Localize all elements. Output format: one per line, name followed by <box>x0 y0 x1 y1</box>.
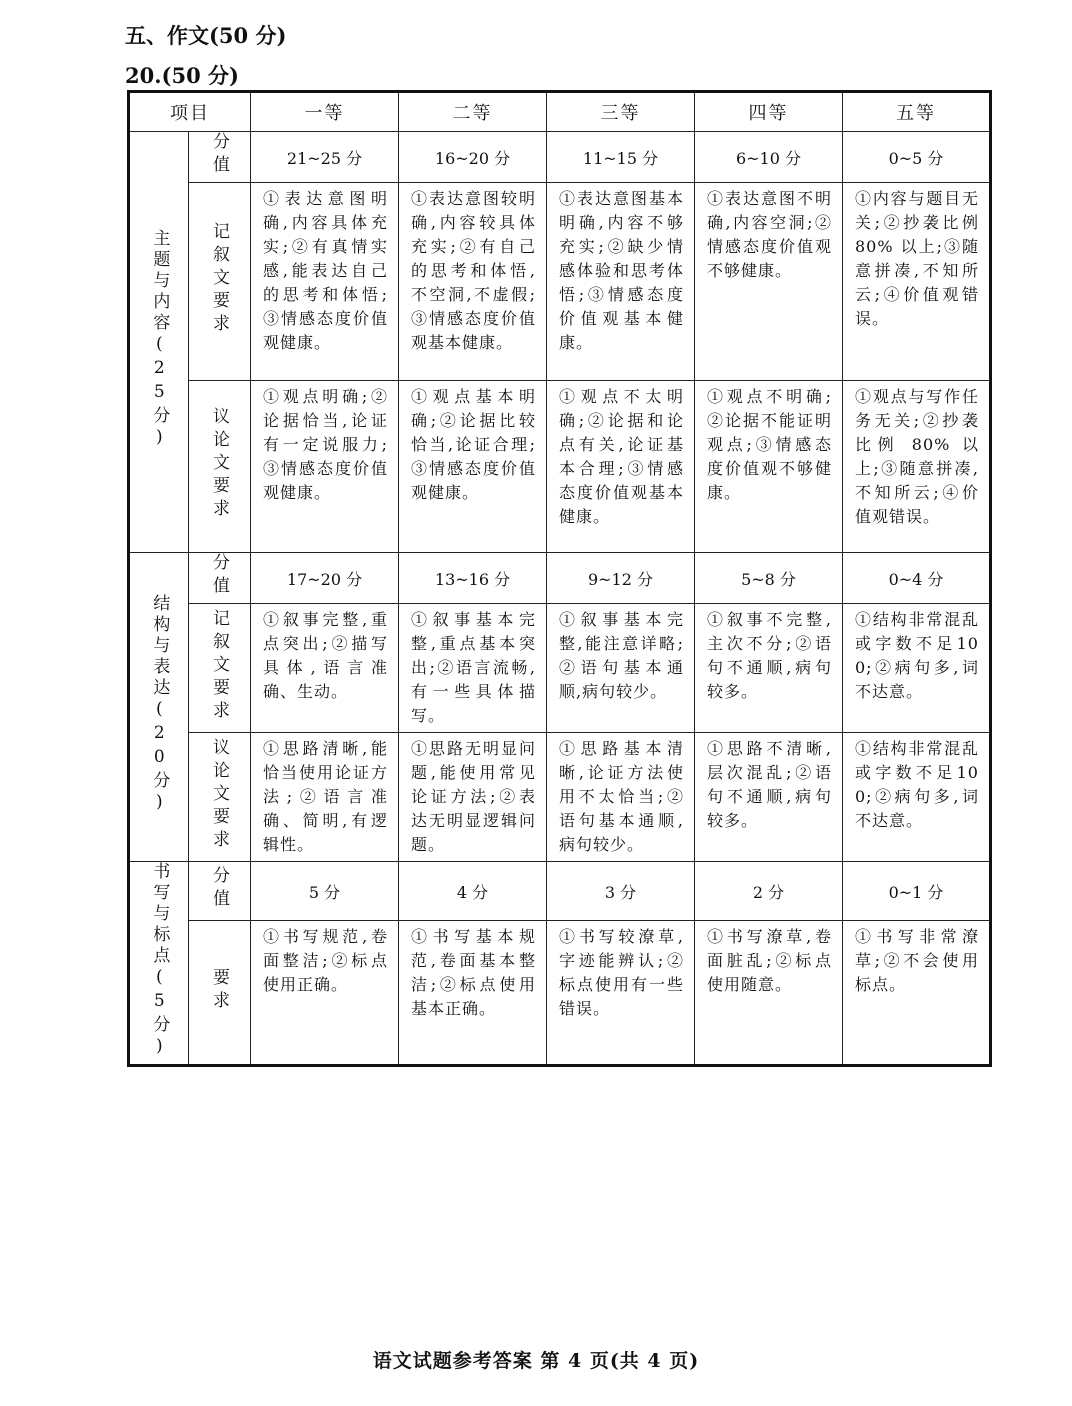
criteria-cell <box>843 921 991 1066</box>
criteria-text: ①思路清晰,能恰当使用论证方法;②语言准确、简明,有逻辑性。 <box>263 739 388 854</box>
score-row <box>129 132 991 183</box>
grade-header: 一等 <box>251 92 399 132</box>
criteria-text: ①叙事基本完整,能注意详略;②语句基本通顺,病句较少。 <box>559 610 684 701</box>
score-range: 2 分 <box>695 862 843 921</box>
score-range: 4 分 <box>399 862 547 921</box>
row-label <box>189 381 251 553</box>
criteria-row <box>129 183 991 381</box>
criteria-cell <box>399 183 547 381</box>
score-range: 6~10 分 <box>695 132 843 183</box>
score-range: 3 分 <box>547 862 695 921</box>
score-range: 0~5 分 <box>843 132 991 183</box>
criteria-text: ①思路不清晰,层次混乱;②语句不通顺,病句较多。 <box>707 739 832 830</box>
criteria-cell <box>547 183 695 381</box>
criteria-text: ①结构非常混乱或字数不足100;②病句多,词不达意。 <box>855 610 979 701</box>
criteria-cell <box>251 183 399 381</box>
criteria-cell <box>399 604 547 733</box>
row-label-text: 要求 <box>209 967 229 1014</box>
corner-label: 项目 <box>129 92 251 132</box>
criteria-text: ①结构非常混乱或字数不足100;②病句多,词不达意。 <box>855 739 979 830</box>
criteria-cell <box>251 733 399 862</box>
row-label-text: 记叙文要求 <box>209 608 229 724</box>
row-label-text: 议论文要求 <box>209 737 229 853</box>
score-label-text: 分值 <box>209 553 229 599</box>
score-range: 0~1 分 <box>843 862 991 921</box>
criteria-cell <box>695 604 843 733</box>
section-name: 主题与内容(25分) <box>149 229 170 451</box>
criteria-cell <box>399 381 547 553</box>
score-range: 9~12 分 <box>547 553 695 604</box>
criteria-cell <box>399 921 547 1066</box>
criteria-cell <box>843 381 991 553</box>
criteria-text: ①表达意图基本明确,内容不够充实;②缺少情感体验和思考体悟;③情感态度价值观基本健康。 <box>559 189 684 352</box>
page-footer: 语文试题参考答案 第 4 页(共 4 页) <box>372 1350 700 1372</box>
header-row <box>129 92 991 132</box>
criteria-text: ①书写基本规范,卷面基本整洁;②标点使用基本正确。 <box>411 927 536 1019</box>
scoring-rubric-table <box>127 90 992 1067</box>
criteria-row <box>129 381 991 553</box>
section-label <box>129 862 189 1066</box>
criteria-text: ①叙事不完整,主次不分;②语句不通顺,病句较多。 <box>707 610 832 701</box>
criteria-text: ①思路基本清晰,论证方法使用不太恰当;②语句基本通顺,病句较少。 <box>559 739 684 854</box>
section-heading: 五、作文(50 分) <box>125 23 287 48</box>
section-name: 书写与标点(5分) <box>149 862 170 1060</box>
criteria-cell <box>251 604 399 733</box>
score-range: 11~15 分 <box>547 132 695 183</box>
grade-header: 三等 <box>547 92 695 132</box>
grade-header: 四等 <box>695 92 843 132</box>
row-label-text: 记叙文要求 <box>209 222 229 337</box>
criteria-text: ①观点基本明确;②论据比较恰当,论证合理;③情感态度价值观健康。 <box>411 387 536 502</box>
section-label <box>129 553 189 862</box>
criteria-row <box>129 733 991 862</box>
criteria-cell <box>695 733 843 862</box>
score-row <box>129 862 991 921</box>
score-range: 16~20 分 <box>399 132 547 183</box>
question-number: 20.(50 分) <box>125 63 239 88</box>
criteria-text: ①表达意图不明确,内容空洞;②情感态度价值观不够健康。 <box>707 189 832 280</box>
row-label <box>189 733 251 862</box>
row-label-text: 议论文要求 <box>209 407 229 522</box>
criteria-row <box>129 921 991 1066</box>
criteria-text: ①书写规范,卷面整洁;②标点使用正确。 <box>263 927 388 995</box>
row-label <box>189 604 251 733</box>
grade-header: 五等 <box>843 92 991 132</box>
criteria-cell <box>251 921 399 1066</box>
grade-header: 二等 <box>399 92 547 132</box>
criteria-cell <box>547 381 695 553</box>
criteria-cell <box>843 183 991 381</box>
criteria-cell <box>251 381 399 553</box>
criteria-text: ①内容与题目无关;②抄袭比例 80% 以上;③随意拼凑,不知所云;④价值观错误。 <box>855 189 979 328</box>
criteria-text: ①观点与写作任务无关;②抄袭比例 80% 以上;③随意拼凑,不知所云;④价值观错误。 <box>855 387 979 526</box>
section-name: 结构与表达(20分) <box>149 594 170 816</box>
criteria-text: ①表达意图明确,内容具体充实;②有真情实感,能表达自己的思考和体悟;③情感态度价值观健康。 <box>263 189 388 352</box>
score-range: 5~8 分 <box>695 553 843 604</box>
score-range: 21~25 分 <box>251 132 399 183</box>
criteria-cell <box>843 604 991 733</box>
score-label <box>189 862 251 921</box>
criteria-cell <box>695 921 843 1066</box>
score-range: 0~4 分 <box>843 553 991 604</box>
criteria-cell <box>399 733 547 862</box>
criteria-text: ①思路无明显问题,能使用常见论证方法;②表达无明显逻辑问题。 <box>411 739 536 854</box>
section-label <box>129 132 189 553</box>
score-range: 13~16 分 <box>399 553 547 604</box>
criteria-text: ①书写潦草,卷面脏乱;②标点使用随意。 <box>707 927 832 995</box>
criteria-cell <box>547 733 695 862</box>
row-label <box>189 183 251 381</box>
criteria-row <box>129 604 991 733</box>
criteria-cell <box>547 604 695 733</box>
criteria-text: ①观点不明确;②论据不能证明观点;③情感态度价值观不够健康。 <box>707 387 832 502</box>
score-label <box>189 553 251 604</box>
criteria-text: ①观点明确;②论据恰当,论证有一定说服力;③情感态度价值观健康。 <box>263 387 388 502</box>
criteria-cell <box>547 921 695 1066</box>
score-row <box>129 553 991 604</box>
criteria-text: ①叙事完整,重点突出;②描写具体,语言准确、生动。 <box>263 610 388 701</box>
score-label-text: 分值 <box>209 866 229 913</box>
row-label <box>189 921 251 1066</box>
criteria-text: ①表达意图较明确,内容较具体充实;②有自己的思考和体悟,不空洞,不虚假;③情感态度价值观基本健康。 <box>411 189 536 352</box>
score-label <box>189 132 251 183</box>
criteria-text: ①书写较潦草,字迹能辨认;②标点使用有一些错误。 <box>559 927 684 1019</box>
criteria-cell <box>695 183 843 381</box>
criteria-cell <box>843 733 991 862</box>
criteria-text: ①叙事基本完整,重点基本突出;②语言流畅,有一些具体描写。 <box>411 610 536 725</box>
score-label-text: 分值 <box>209 132 229 178</box>
criteria-cell <box>695 381 843 553</box>
score-range: 17~20 分 <box>251 553 399 604</box>
score-range: 5 分 <box>251 862 399 921</box>
criteria-text: ①书写非常潦草;②不会使用标点。 <box>855 927 979 995</box>
criteria-text: ①观点不太明确;②论据和论点有关,论证基本合理;③情感态度价值观基本健康。 <box>559 387 684 526</box>
